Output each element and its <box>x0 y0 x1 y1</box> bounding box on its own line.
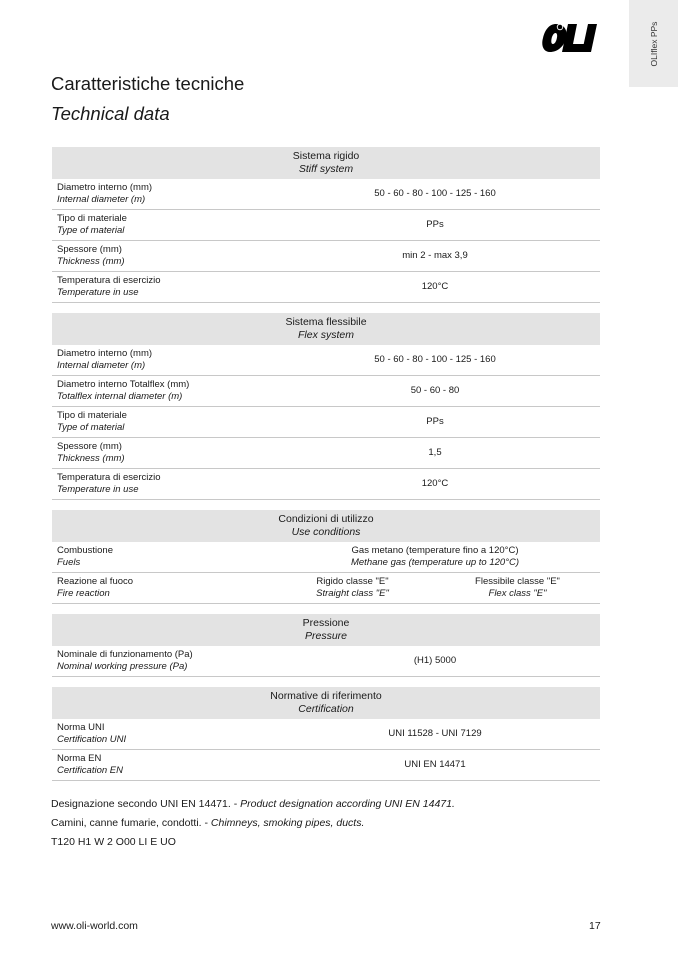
table-row <box>52 376 600 407</box>
section-title-it: Normative di riferimento <box>270 690 382 702</box>
table-row <box>52 719 600 750</box>
row-label-en: Internal diameter (m) <box>57 360 146 371</box>
row-label-it: Reazione al fuoco <box>57 576 134 587</box>
row-label-en: Certification EN <box>57 765 123 776</box>
row-value: PPs <box>426 219 444 230</box>
row-value: 50 - 60 - 80 <box>410 385 460 396</box>
section-title-en: Pressure <box>304 630 347 642</box>
table-row <box>52 646 600 677</box>
row-label-en: Internal diameter (m) <box>57 194 146 205</box>
footer-website-link[interactable]: www.oli-world.com <box>51 920 138 932</box>
row-label-en: Type of material <box>57 422 125 433</box>
row-value-en: Flex class "E" <box>488 588 547 599</box>
section-certification <box>52 687 600 781</box>
row-label-en: Temperature in use <box>57 287 139 298</box>
table-row <box>52 407 600 438</box>
fire-class-rigid <box>270 576 435 600</box>
fire-class-flex <box>435 576 600 600</box>
section-flex-system <box>52 313 600 500</box>
section-pressure <box>52 614 600 677</box>
section-header <box>52 313 600 345</box>
note-designation <box>51 795 455 814</box>
table-row <box>52 241 600 272</box>
row-label-it: Temperatura di esercizio <box>57 472 161 483</box>
section-title-it: Condizioni di utilizzo <box>278 513 374 525</box>
note-it: T120 H1 W 2 O00 LI E UO <box>51 836 176 848</box>
side-tab-label: OLIflex PPs <box>648 21 659 67</box>
table-row <box>52 345 600 376</box>
row-label-en: Certification UNI <box>57 734 127 745</box>
note-code <box>51 833 455 852</box>
row-value: UNI EN 14471 <box>404 759 466 770</box>
row-value <box>270 545 600 569</box>
row-label-it: Norma EN <box>57 753 102 764</box>
row-label-it: Norma UNI <box>57 722 105 733</box>
row-label-en: Thickness (mm) <box>57 256 125 267</box>
row-value: 120°C <box>421 281 449 292</box>
row-label-it: Temperatura di esercizio <box>57 275 161 286</box>
page-number: 17 <box>589 920 601 932</box>
table-row <box>52 210 600 241</box>
note-usage <box>51 814 455 833</box>
table-row <box>52 573 600 604</box>
row-label-en: Thickness (mm) <box>57 453 125 464</box>
row-label-en: Type of material <box>57 225 125 236</box>
row-value-it: Flessibile classe "E" <box>475 576 560 587</box>
notes <box>51 795 455 852</box>
table-row <box>52 542 600 573</box>
row-label-en: Nominal working pressure (Pa) <box>57 661 188 672</box>
row-label-it: Nominale di funzionamento (Pa) <box>57 649 193 660</box>
row-values <box>270 576 600 600</box>
note-en: Product designation according UNI EN 14471. <box>240 798 455 810</box>
row-value-en: Methane gas (temperature up to 120°C) <box>350 557 520 568</box>
section-title-en: Use conditions <box>291 526 361 538</box>
section-header <box>52 510 600 542</box>
row-label-en: Temperature in use <box>57 484 139 495</box>
row-label-en: Fuels <box>57 557 81 568</box>
row-label-it: Spessore (mm) <box>57 244 122 255</box>
row-value: UNI 11528 - UNI 7129 <box>388 728 482 739</box>
row-label-en: Fire reaction <box>57 588 110 599</box>
section-title-en: Certification <box>298 703 354 715</box>
section-title-en: Flex system <box>297 329 354 341</box>
row-label-it: Combustione <box>57 545 113 556</box>
row-value: 50 - 60 - 80 - 100 - 125 - 160 <box>374 188 496 199</box>
section-title-it: Sistema rigido <box>292 150 360 162</box>
row-label-it: Tipo di materiale <box>57 213 127 224</box>
section-header <box>52 614 600 646</box>
note-it: Designazione secondo UNI EN 14471. - <box>51 798 241 810</box>
row-value-it: Rigido classe "E" <box>316 576 389 587</box>
row-value-en: Straight class "E" <box>316 588 389 599</box>
row-value: 50 - 60 - 80 - 100 - 125 - 160 <box>374 354 496 365</box>
section-title-it: Sistema flessibile <box>285 316 367 328</box>
row-label-en: Totalflex internal diameter (m) <box>57 391 183 402</box>
note-en: Chimneys, smoking pipes, ducts. <box>210 817 365 829</box>
row-value: min 2 - max 3,9 <box>402 250 468 261</box>
row-label-it: Diametro interno (mm) <box>57 348 153 359</box>
section-title-it: Pressione <box>302 617 350 629</box>
row-value-it: Gas metano (temperature fino a 120°C) <box>351 545 519 556</box>
row-value: 120°C <box>421 478 449 489</box>
table-row <box>52 272 600 303</box>
technical-data-tables <box>52 147 600 791</box>
table-row <box>52 438 600 469</box>
section-header <box>52 687 600 719</box>
side-tab <box>629 0 678 87</box>
row-label-it: Diametro interno (mm) <box>57 182 153 193</box>
section-title-en: Stiff system <box>298 163 354 175</box>
page-subtitle: Technical data <box>51 103 170 124</box>
section-header <box>52 147 600 179</box>
table-row <box>52 179 600 210</box>
table-row <box>52 469 600 500</box>
note-it: Camini, canne fumarie, condotti. - <box>51 817 211 829</box>
section-use-conditions <box>52 510 600 604</box>
row-value: (H1) 5000 <box>413 655 457 666</box>
row-label-it: Tipo di materiale <box>57 410 127 421</box>
page-title: Caratteristiche tecniche <box>51 73 245 94</box>
row-label-it: Diametro interno Totalflex (mm) <box>57 379 190 390</box>
table-row <box>52 750 600 781</box>
row-value: PPs <box>426 416 444 427</box>
oli-logo <box>542 22 602 54</box>
row-label-it: Spessore (mm) <box>57 441 122 452</box>
row-value: 1,5 <box>428 447 442 458</box>
section-stiff-system <box>52 147 600 303</box>
